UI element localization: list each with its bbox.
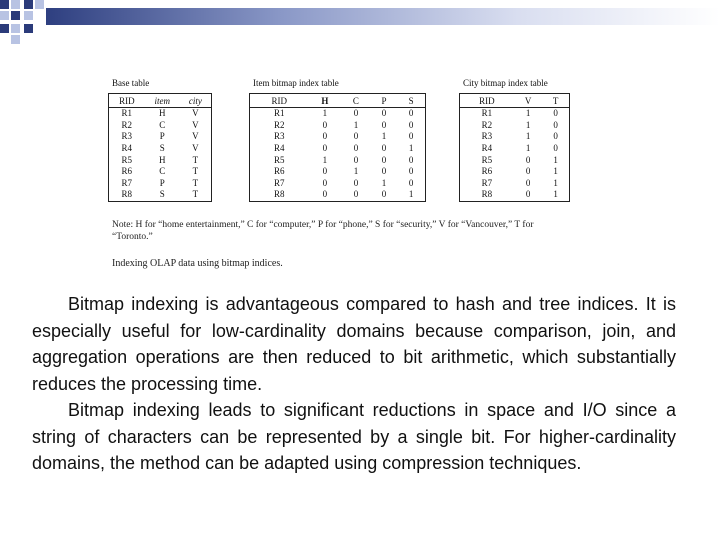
table-row [460,108,570,120]
table-cell: P [159,177,165,188]
table-row [250,189,426,201]
base-table-body [109,108,212,202]
table-cell: 0 [381,189,387,200]
decor-square [11,0,20,9]
table-header: city [180,94,212,108]
table-cell: 1 [553,189,558,200]
table-row [460,131,570,143]
table-row [250,154,426,166]
table-cell: R6 [481,166,493,177]
paragraph: Bitmap indexing is advantageous compared to hash and tree indices. It is especially useful for low-cardinality domains because comparison, join, and aggregation operations are then reduced to bit arithmetic, which substantially reduces the processing time. [32,294,676,394]
table-cell: 1 [353,119,359,130]
table-cell: R7 [274,177,285,188]
table-cell: R3 [121,131,133,142]
table-cell: R7 [121,177,133,188]
decor-square [11,35,20,44]
table-cell: C [159,166,166,177]
decor-square [24,24,33,33]
table-header: V [514,94,543,108]
table-cell: P [159,131,165,142]
table-cell: 0 [381,119,387,130]
table-header: RID [109,94,145,108]
table-cell: 0 [553,131,558,142]
decor-square [11,11,20,20]
table-cell: 1 [525,143,531,154]
table-cell: R1 [481,108,493,119]
table-cell: 0 [322,131,328,142]
table-cell: 0 [408,154,414,165]
decor-square [24,11,33,20]
table-cell: R3 [274,131,285,142]
table-cell: T [192,154,199,165]
table-cell: 0 [408,166,414,177]
table-cell: 0 [353,143,359,154]
table-cell: R3 [481,131,493,142]
table-cell: 1 [322,108,328,119]
table-cell: 0 [381,166,387,177]
table-row [460,143,570,155]
table-cell: R7 [481,177,493,188]
table-cell: 1 [408,143,414,154]
body-text [32,291,676,477]
table-cell: T [192,177,199,188]
table-header: C [341,94,371,108]
table-row [250,108,426,120]
city-table-body [460,108,570,202]
table-cell: 1 [322,154,328,165]
table-cell: 0 [353,154,359,165]
item-table [249,93,426,202]
table-row [460,154,570,166]
table-header: H [309,94,342,108]
table-cell: 0 [408,108,414,119]
table-cell: R8 [481,189,493,200]
table-cell: 0 [525,154,531,165]
table-cell: R8 [121,189,133,200]
table-row [250,143,426,155]
table-cell: R5 [121,154,133,165]
table-row [109,154,212,166]
table-cell: 0 [525,177,531,188]
table-header: S [397,94,425,108]
base-table [108,93,212,202]
table-cell: S [159,143,165,154]
item-table-body [250,108,426,202]
table-row [460,178,570,190]
figure-note: Note: H for “home entertainment,” C for “computer,” P for “phone,” S for “security,” V for “Vancouver,” T for “Toronto.” [112,220,534,242]
figure-caption: Indexing OLAP data using bitmap indices. [112,258,283,269]
table-cell: 0 [322,177,328,188]
table-cell: 1 [525,108,531,119]
table-cell: 1 [408,189,414,200]
table-cell: R1 [121,108,133,119]
decor-square [0,11,9,20]
table-cell: 0 [353,131,359,142]
table-cell: 1 [353,166,359,177]
table-row [460,189,570,201]
table-row [109,143,212,155]
table-header: RID [250,94,309,108]
decor-square [24,0,33,9]
table-cell: C [159,119,166,130]
table-header: RID [460,94,514,108]
table-cell: R2 [481,119,493,130]
decor-square [0,24,9,33]
table-cell: R4 [481,143,493,154]
table-cell: V [192,108,199,119]
table-row [109,131,212,143]
table-cell: 0 [322,189,328,200]
table-row [250,120,426,132]
decor-square [35,0,44,9]
table-cell: V [192,119,199,130]
table-cell: R2 [121,119,133,130]
table-cell: 0 [353,177,359,188]
table-cell: 1 [381,131,387,142]
table-header: item [145,94,180,108]
table-cell: R5 [274,154,285,165]
paragraph: Bitmap indexing leads to significant reductions in space and I/O since a string of characters can be represented by a single bit. For higher-cardinality domains, the method can be adapted using compression techniques. [32,400,676,473]
table-cell: 0 [322,119,328,130]
table-cell: 0 [353,189,359,200]
table-row [250,131,426,143]
table-row [109,108,212,120]
table-cell: V [192,131,199,142]
table-cell: 0 [381,108,387,119]
header-gradient-band [46,8,720,25]
city-table [459,93,570,202]
table-header: P [371,94,398,108]
table-cell: 1 [553,154,558,165]
table-cell: H [158,154,166,165]
table-cell: 0 [553,119,558,130]
table-cell: 0 [408,119,414,130]
table-cell: 0 [353,108,359,119]
table-cell: 1 [525,119,531,130]
table-cell: R1 [274,108,285,119]
table-header: T [542,94,569,108]
table-cell: R6 [274,166,285,177]
table-cell: R2 [274,119,285,130]
table-cell: 0 [322,143,328,154]
table-cell: 0 [525,189,531,200]
table-row [109,120,212,132]
table-cell: 1 [553,177,558,188]
table-cell: 0 [408,177,414,188]
decor-square [0,0,9,9]
table-row [109,178,212,190]
table-cell: T [192,189,199,200]
table-cell: 0 [553,108,558,119]
table-cell: V [192,143,199,154]
table-cell: 0 [553,143,558,154]
table-row [250,166,426,178]
table-cell: S [159,189,165,200]
table-cell: R4 [274,143,285,154]
table-cell: 1 [525,131,531,142]
decor-square [11,24,20,33]
table-row [109,166,212,178]
city-table-caption: City bitmap index table [463,78,548,88]
table-cell: 0 [381,143,387,154]
table-cell: R6 [121,166,133,177]
table-cell: H [158,108,166,119]
table-cell: 0 [381,154,387,165]
table-cell: R4 [121,143,133,154]
table-cell: T [192,166,199,177]
table-cell: 0 [322,166,328,177]
table-row [109,189,212,201]
table-cell: 0 [408,131,414,142]
table-cell: R8 [274,189,285,200]
table-row [460,166,570,178]
base-table-caption: Base table [112,78,150,88]
table-cell: R5 [481,154,493,165]
table-cell: 1 [553,166,558,177]
table-row [460,120,570,132]
table-cell: 0 [525,166,531,177]
table-cell: 1 [381,177,387,188]
table-row [250,178,426,190]
item-table-caption: Item bitmap index table [253,78,339,88]
